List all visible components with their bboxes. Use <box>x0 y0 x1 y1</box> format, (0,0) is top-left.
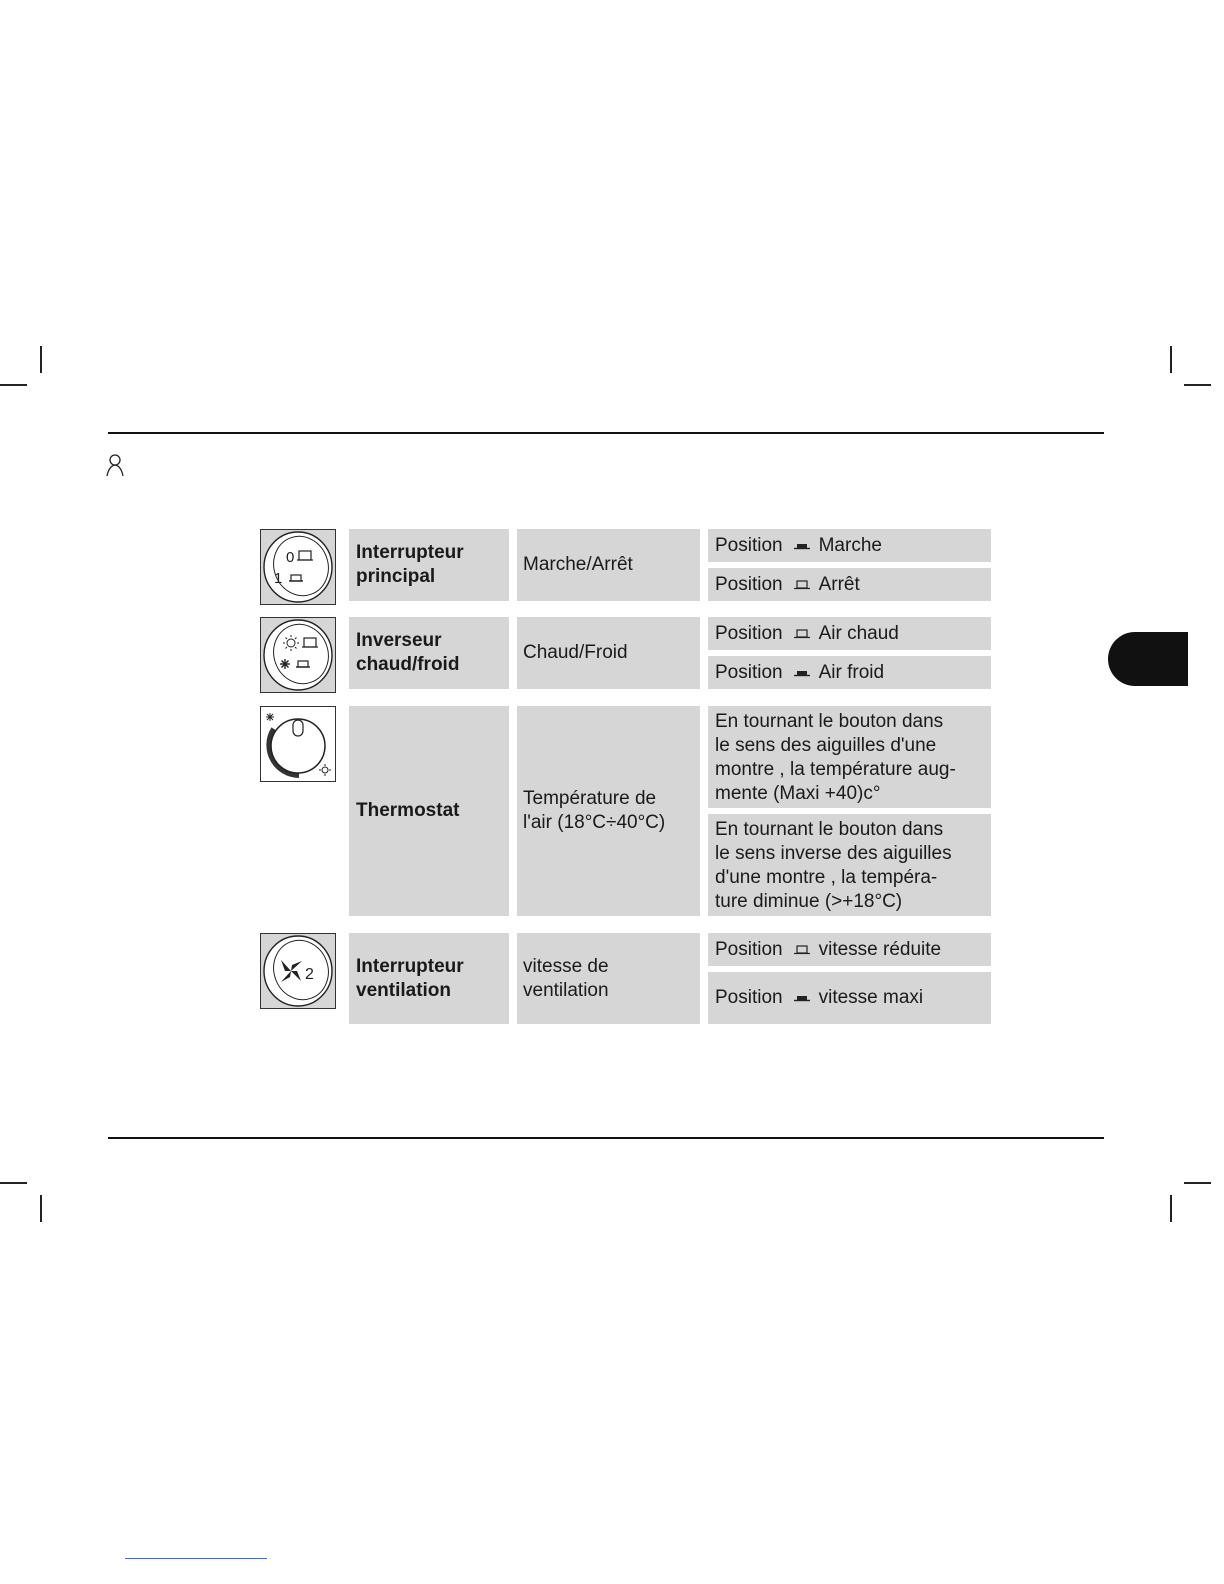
control-name-ventilation: Interrupteur ventilation <box>349 933 509 1024</box>
position-text: Air chaud <box>818 622 899 644</box>
switch-pressed-icon <box>794 668 810 678</box>
position-prefix: Position <box>715 661 783 683</box>
thermostat-increase-description: En tournant le bouton dans le sens des aiguilles d'une montre , la température aug- mente (Maxi +40)c° <box>708 706 991 808</box>
position-text: Arrêt <box>818 573 860 595</box>
control-function-main-switch: Marche/Arrêt <box>517 529 700 601</box>
position-prefix: Position <box>715 622 783 644</box>
footer-rule <box>108 1137 1104 1139</box>
control-function-ventilation: vitesse de ventilation <box>517 933 700 1024</box>
position-row <box>708 617 991 650</box>
crop-mark-bottom-right-v <box>1170 1195 1172 1222</box>
main-switch-top-label: 0 <box>286 549 295 566</box>
control-function-thermostat: Température de l'air (18°C÷40°C) <box>517 706 700 916</box>
main-switch-bottom-label: 1 <box>274 570 283 587</box>
control-name-main-switch: Interrupteur principal <box>349 529 509 601</box>
crop-mark-bottom-left-v <box>40 1195 42 1222</box>
crop-mark-bottom-right-h <box>1184 1182 1211 1184</box>
header-rule <box>108 432 1104 434</box>
control-function-hot-cold: Chaud/Froid <box>517 617 700 689</box>
position-prefix: Position <box>715 573 783 595</box>
section-tab-marker <box>1108 632 1188 686</box>
switch-released-icon <box>794 945 810 955</box>
crop-mark-top-left-h <box>0 384 27 386</box>
position-row <box>708 529 991 562</box>
control-name-hot-cold: Inverseur chaud/froid <box>349 617 509 689</box>
fan-switch-icon <box>260 933 336 1009</box>
hot-cold-switch-icon <box>260 617 336 693</box>
switch-pressed-icon <box>794 541 810 551</box>
position-text: vitesse réduite <box>818 938 942 960</box>
position-text: vitesse maxi <box>818 987 924 1008</box>
position-row <box>708 972 991 1024</box>
main-switch-icon <box>260 529 336 605</box>
position-row <box>708 933 991 966</box>
footer-link-underline[interactable] <box>125 1558 267 1559</box>
crop-mark-top-left-v <box>40 346 42 373</box>
position-text: Air froid <box>818 661 885 683</box>
position-row <box>708 656 991 689</box>
crop-mark-top-right-v <box>1170 346 1172 373</box>
position-row <box>708 568 991 601</box>
snowflake-icon <box>280 659 290 669</box>
snowflake-icon <box>266 713 274 721</box>
person-outline-icon <box>105 453 125 477</box>
switch-pressed-icon <box>794 993 810 1003</box>
position-text: Marche <box>818 534 882 556</box>
thermostat-knob-icon <box>260 706 336 782</box>
switch-released-icon <box>794 629 810 639</box>
position-prefix: Position <box>715 938 783 960</box>
crop-mark-bottom-left-h <box>0 1182 27 1184</box>
crop-mark-top-right-h <box>1184 384 1211 386</box>
fan-speed-digit: 2 <box>305 966 314 983</box>
thermostat-decrease-description: En tournant le bouton dans le sens inverse des aiguilles d'une montre , la tempéra- ture diminue (>+18°C) <box>708 814 991 916</box>
switch-released-icon <box>794 580 810 590</box>
control-name-thermostat: Thermostat <box>349 706 509 916</box>
position-prefix: Position <box>715 987 783 1008</box>
position-prefix: Position <box>715 534 783 556</box>
